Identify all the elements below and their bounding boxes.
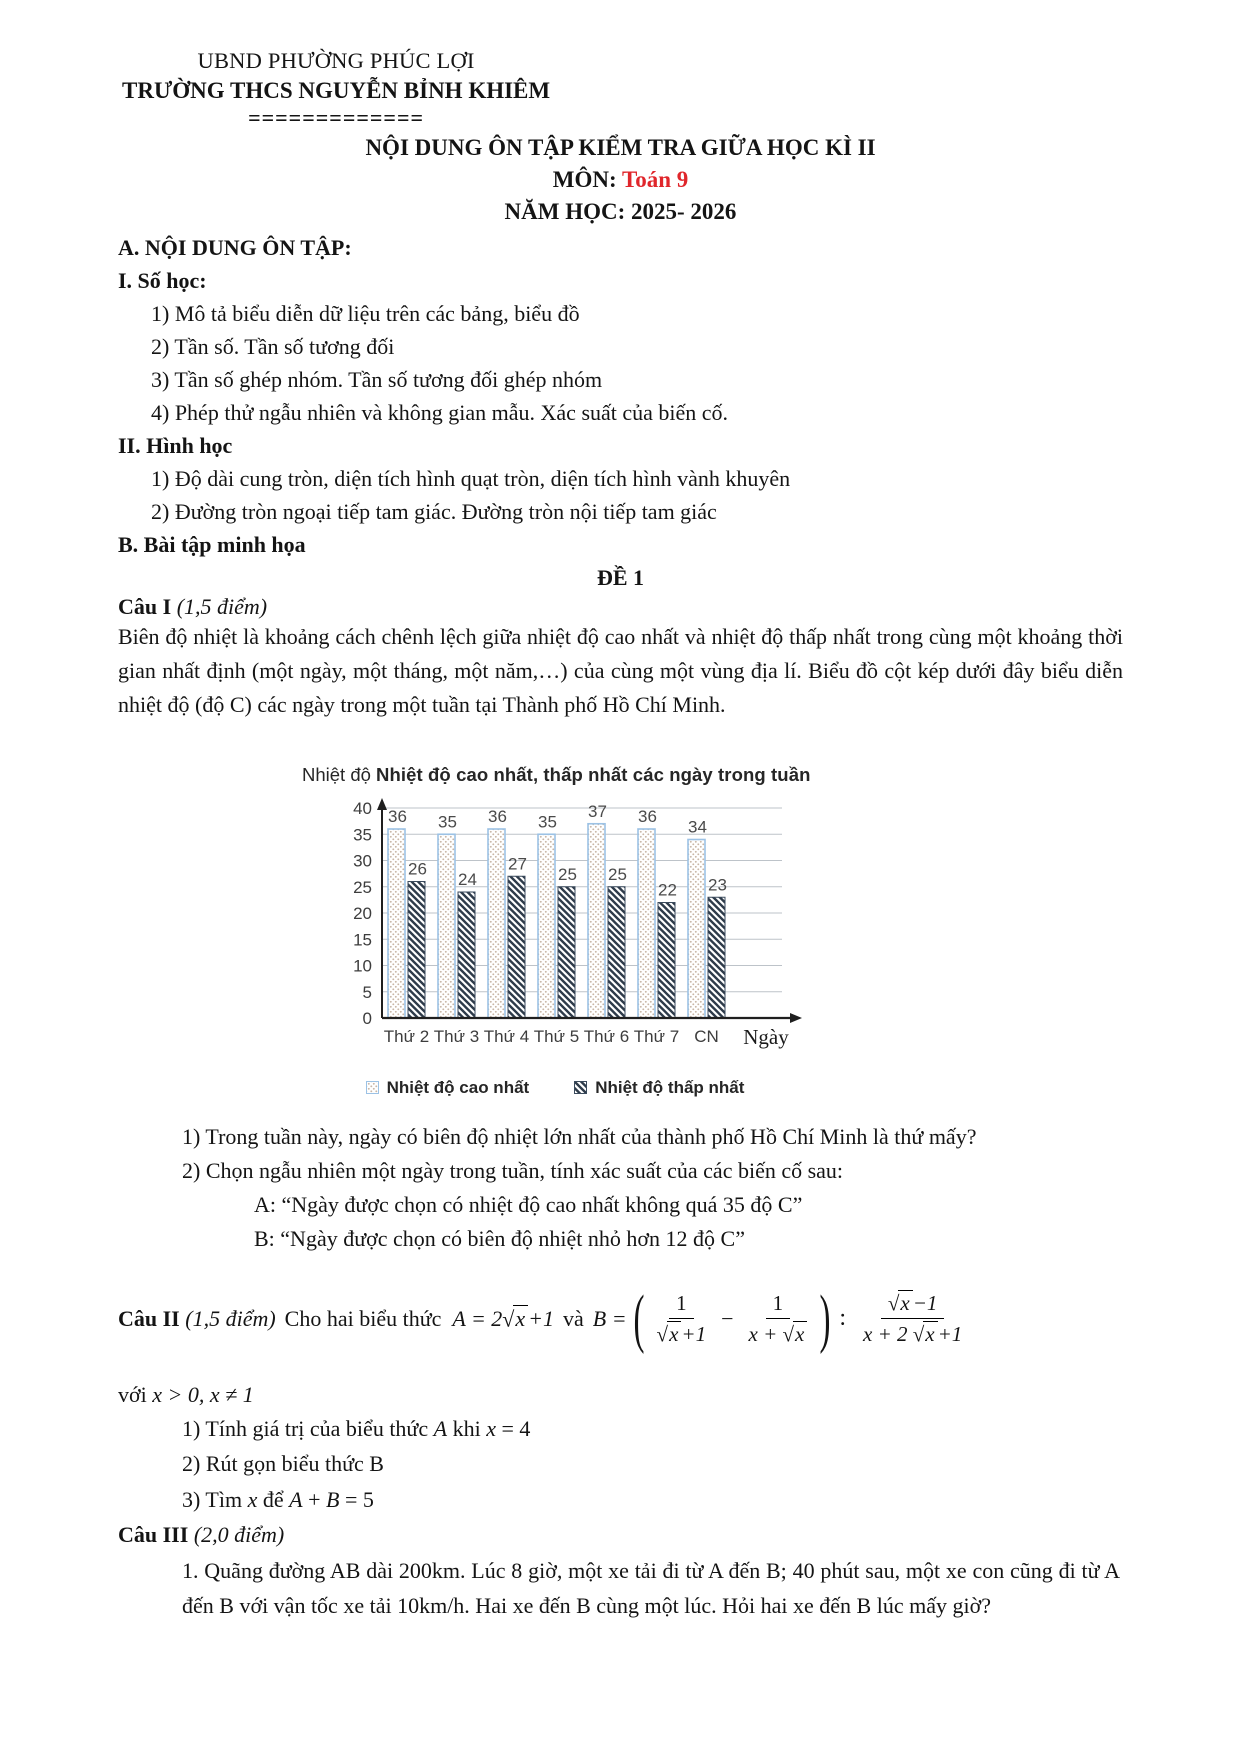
list-item: 2) Đường tròn ngoại tiếp tam giác. Đường tròn nội tiếp tam giác xyxy=(151,499,717,525)
document-title: NỘI DUNG ÔN TẬP KIỂM TRA GIỮA HỌC KÌ II xyxy=(365,135,876,161)
formula-a-pre: A = 2 xyxy=(452,1306,503,1332)
cau1-points: (1,5 điểm) xyxy=(176,594,268,620)
fraction-3-numerator: √x −1 xyxy=(881,1290,945,1319)
cau1-questions xyxy=(182,1120,1123,1256)
y-axis-arrow-icon xyxy=(377,798,387,810)
radicand: x xyxy=(513,1305,528,1332)
bar-value-label: 24 xyxy=(458,870,477,890)
cau1-heading xyxy=(118,594,1123,620)
bar xyxy=(558,887,575,1018)
x-tick-label: Thứ 3 xyxy=(433,1027,480,1047)
bar-value-label: 35 xyxy=(538,812,557,832)
subject-label: MÔN: xyxy=(552,166,617,192)
bar xyxy=(608,887,625,1018)
cau2-item-1: 1) Tính giá trị của biểu thức A khi x = 4 xyxy=(182,1415,531,1441)
cau2-intro: Cho hai biểu thức xyxy=(284,1305,442,1331)
bar xyxy=(408,882,425,1019)
list-item: 2) Tần số. Tần số tương đối xyxy=(151,334,395,360)
cau2-item-2: 2) Rút gọn biểu thức B xyxy=(182,1451,384,1477)
y-tick-label: 5 xyxy=(362,982,372,1002)
bar-value-label: 36 xyxy=(388,807,407,827)
chart-legend xyxy=(302,1078,807,1098)
y-tick-label: 20 xyxy=(353,904,372,924)
radical-sign: √ xyxy=(502,1306,515,1332)
x-tick-label: Thứ 2 xyxy=(383,1027,430,1047)
y-tick-label: 15 xyxy=(353,930,372,950)
bar-value-label: 25 xyxy=(558,864,577,884)
event-a: A: “Ngày được chọn có nhiệt độ cao nhất không quá 35 độ C” xyxy=(254,1191,803,1217)
x-tick-label: Thứ 7 xyxy=(633,1027,680,1047)
chart-yaxis-title: Nhiệt độ xyxy=(302,764,371,786)
bar xyxy=(538,834,555,1018)
x-tick-label: CN xyxy=(694,1027,719,1047)
bar xyxy=(688,840,705,1019)
hatched-swatch-icon xyxy=(573,1080,589,1096)
list-item: 3) Tần số ghép nhóm. Tần số tương đối ghép nhóm xyxy=(151,367,603,393)
dotted-swatch-icon xyxy=(365,1080,381,1096)
chart-main-title: Nhiệt độ cao nhất, thấp nhất các ngày trong tuần xyxy=(376,764,811,786)
bar xyxy=(508,876,525,1018)
x-tick-label: Thứ 6 xyxy=(583,1027,630,1047)
y-tick-label: 40 xyxy=(353,799,372,819)
question-2: 2) Chọn ngẫu nhiên một ngày trong tuần, tính xác suất của các biến cố sau: xyxy=(182,1157,844,1183)
legend-item-low xyxy=(573,1078,744,1098)
formula-a-post: +1 xyxy=(528,1306,554,1332)
subject-line xyxy=(118,164,1123,196)
part2-heading: II. Hình học xyxy=(118,433,233,459)
cau2-item-3: 3) Tìm x để A + B = 5 xyxy=(182,1486,374,1512)
y-tick-label: 35 xyxy=(353,825,372,845)
chart-title xyxy=(302,764,811,786)
bar xyxy=(438,834,455,1018)
legend-item-high xyxy=(365,1078,530,1098)
x-tick-label: Thứ 4 xyxy=(483,1027,530,1047)
event-b: B: “Ngày được chọn có biên độ nhiệt nhỏ hơn 12 độ C” xyxy=(254,1225,745,1251)
list-item: 1) Mô tả biểu diễn dữ liệu trên các bảng, biểu đồ xyxy=(151,301,580,327)
cau3-body: 1. Quãng đường AB dài 200km. Lúc 8 giờ, một xe tải đi từ A đến B; 40 phút sau, một xe con cũng đi từ A đến B với vận tốc xe tải 10km/h. Hai xe đến B cùng một lúc. Hỏi hai xe đến B lúc mấy giờ? xyxy=(182,1557,1120,1618)
de1-heading: ĐỀ 1 xyxy=(596,565,645,591)
bar-value-label: 37 xyxy=(588,801,607,821)
fraction-2-numerator: 1 xyxy=(766,1291,791,1319)
bar xyxy=(588,824,605,1018)
bar xyxy=(638,829,655,1018)
school-name: TRƯỜNG THCS NGUYỄN BỈNH KHIÊM xyxy=(122,77,551,103)
title-block xyxy=(118,132,1123,227)
cau3-points: (2,0 điểm) xyxy=(193,1522,285,1548)
cau2-condition: với x > 0, x ≠ 1 xyxy=(118,1381,254,1407)
year-line: NĂM HỌC: 2025- 2026 xyxy=(504,198,737,224)
section-a-heading: A. NỘI DUNG ÔN TẬP: xyxy=(118,235,352,261)
cau1-intro: Biên độ nhiệt là khoảng cách chênh lệch giữa nhiệt độ cao nhất và nhiệt độ thấp nhất trong cùng một khoảng thời gian nhất định (một ngày, một tháng, một năm,…) của cùng một vùng địa lí. Biểu đồ cột kép dưới đây biểu diễn nhiệt độ (độ C) các ngày trong một tuần tại Thành phố Hồ Chí Minh. xyxy=(118,624,1123,718)
cau2-points: (1,5 điểm) xyxy=(185,1305,276,1331)
bar xyxy=(388,829,405,1018)
bar-value-label: 22 xyxy=(658,880,677,900)
bar xyxy=(658,903,675,1019)
fraction-2-denominator: x + √x xyxy=(745,1319,812,1347)
fraction-3 xyxy=(859,1290,966,1347)
bar-value-label: 35 xyxy=(438,812,457,832)
bar xyxy=(458,892,475,1018)
cau1-label: Câu I xyxy=(118,594,172,620)
cau2-label-wrap xyxy=(118,1306,276,1332)
bar-chart xyxy=(302,798,807,1052)
y-tick-label: 30 xyxy=(353,851,372,871)
bar-value-label: 25 xyxy=(608,864,627,884)
bar-value-label: 27 xyxy=(508,854,527,874)
legend-label-low: Nhiệt độ thấp nhất xyxy=(595,1078,745,1098)
legend-label-high: Nhiệt độ cao nhất xyxy=(386,1078,530,1098)
part1-heading: I. Số học: xyxy=(118,268,207,294)
bar-value-label: 26 xyxy=(408,859,427,879)
y-tick-label: 10 xyxy=(353,956,372,976)
fraction-1-numerator: 1 xyxy=(669,1291,694,1319)
bar-value-label: 23 xyxy=(708,875,727,895)
org-name: UBND PHƯỜNG PHÚC LỢI xyxy=(197,48,475,73)
bar xyxy=(708,897,725,1018)
sqrt-x xyxy=(502,1305,528,1332)
bar-value-label: 36 xyxy=(638,807,657,827)
formula-a xyxy=(452,1305,554,1332)
division-colon: : xyxy=(839,1305,847,1332)
x-axis-title: Ngày xyxy=(743,1025,789,1050)
bar-value-label: 36 xyxy=(488,807,507,827)
y-tick-label: 0 xyxy=(362,1009,372,1029)
header-org-block xyxy=(122,46,550,130)
cau2-label: Câu II xyxy=(118,1305,180,1331)
x-axis-arrow-icon xyxy=(790,1013,802,1023)
question-1: 1) Trong tuần này, ngày có biên độ nhiệt lớn nhất của thành phố Hồ Chí Minh là thứ mấy? xyxy=(182,1124,977,1150)
fraction-1-denominator: √x +1 xyxy=(656,1321,707,1347)
fraction-2 xyxy=(745,1291,812,1347)
header-divider: ============= xyxy=(248,105,425,131)
formula-b-lhs: B = xyxy=(592,1305,627,1331)
section-b-heading: B. Bài tập minh họa xyxy=(118,532,306,558)
fraction-1 xyxy=(653,1291,711,1347)
list-item: 1) Độ dài cung tròn, diện tích hình quạt tròn, diện tích hình vành khuyên xyxy=(151,466,791,492)
subject-value: Toán 9 xyxy=(621,166,689,192)
temperature-chart xyxy=(302,764,811,1098)
cau3-heading xyxy=(118,1517,1123,1552)
cau2-heading-row: Câu II (1,5 điểm) Cho hai biểu thức A = 2√x +1 và B = ( $\frac{1}{√x +1}$ − $\frac{1}{x + √x}$ ) : $\frac{√x -1}{x + 2 √x +1}$ xyxy=(118,1270,1123,1368)
and-word: và xyxy=(563,1305,584,1331)
fraction-3-denominator: x + 2 √x +1 xyxy=(863,1322,963,1347)
x-tick-label: Thứ 5 xyxy=(533,1027,580,1047)
y-tick-label: 25 xyxy=(353,877,372,897)
list-item: 4) Phép thử ngẫu nhiên và không gian mẫu. Xác suất của biến cố. xyxy=(151,400,729,426)
bar-value-label: 34 xyxy=(688,817,707,837)
bar xyxy=(488,829,505,1018)
cau2-items xyxy=(182,1411,1123,1518)
cau3-label: Câu III xyxy=(118,1522,189,1548)
minus-operator: − xyxy=(721,1305,734,1331)
